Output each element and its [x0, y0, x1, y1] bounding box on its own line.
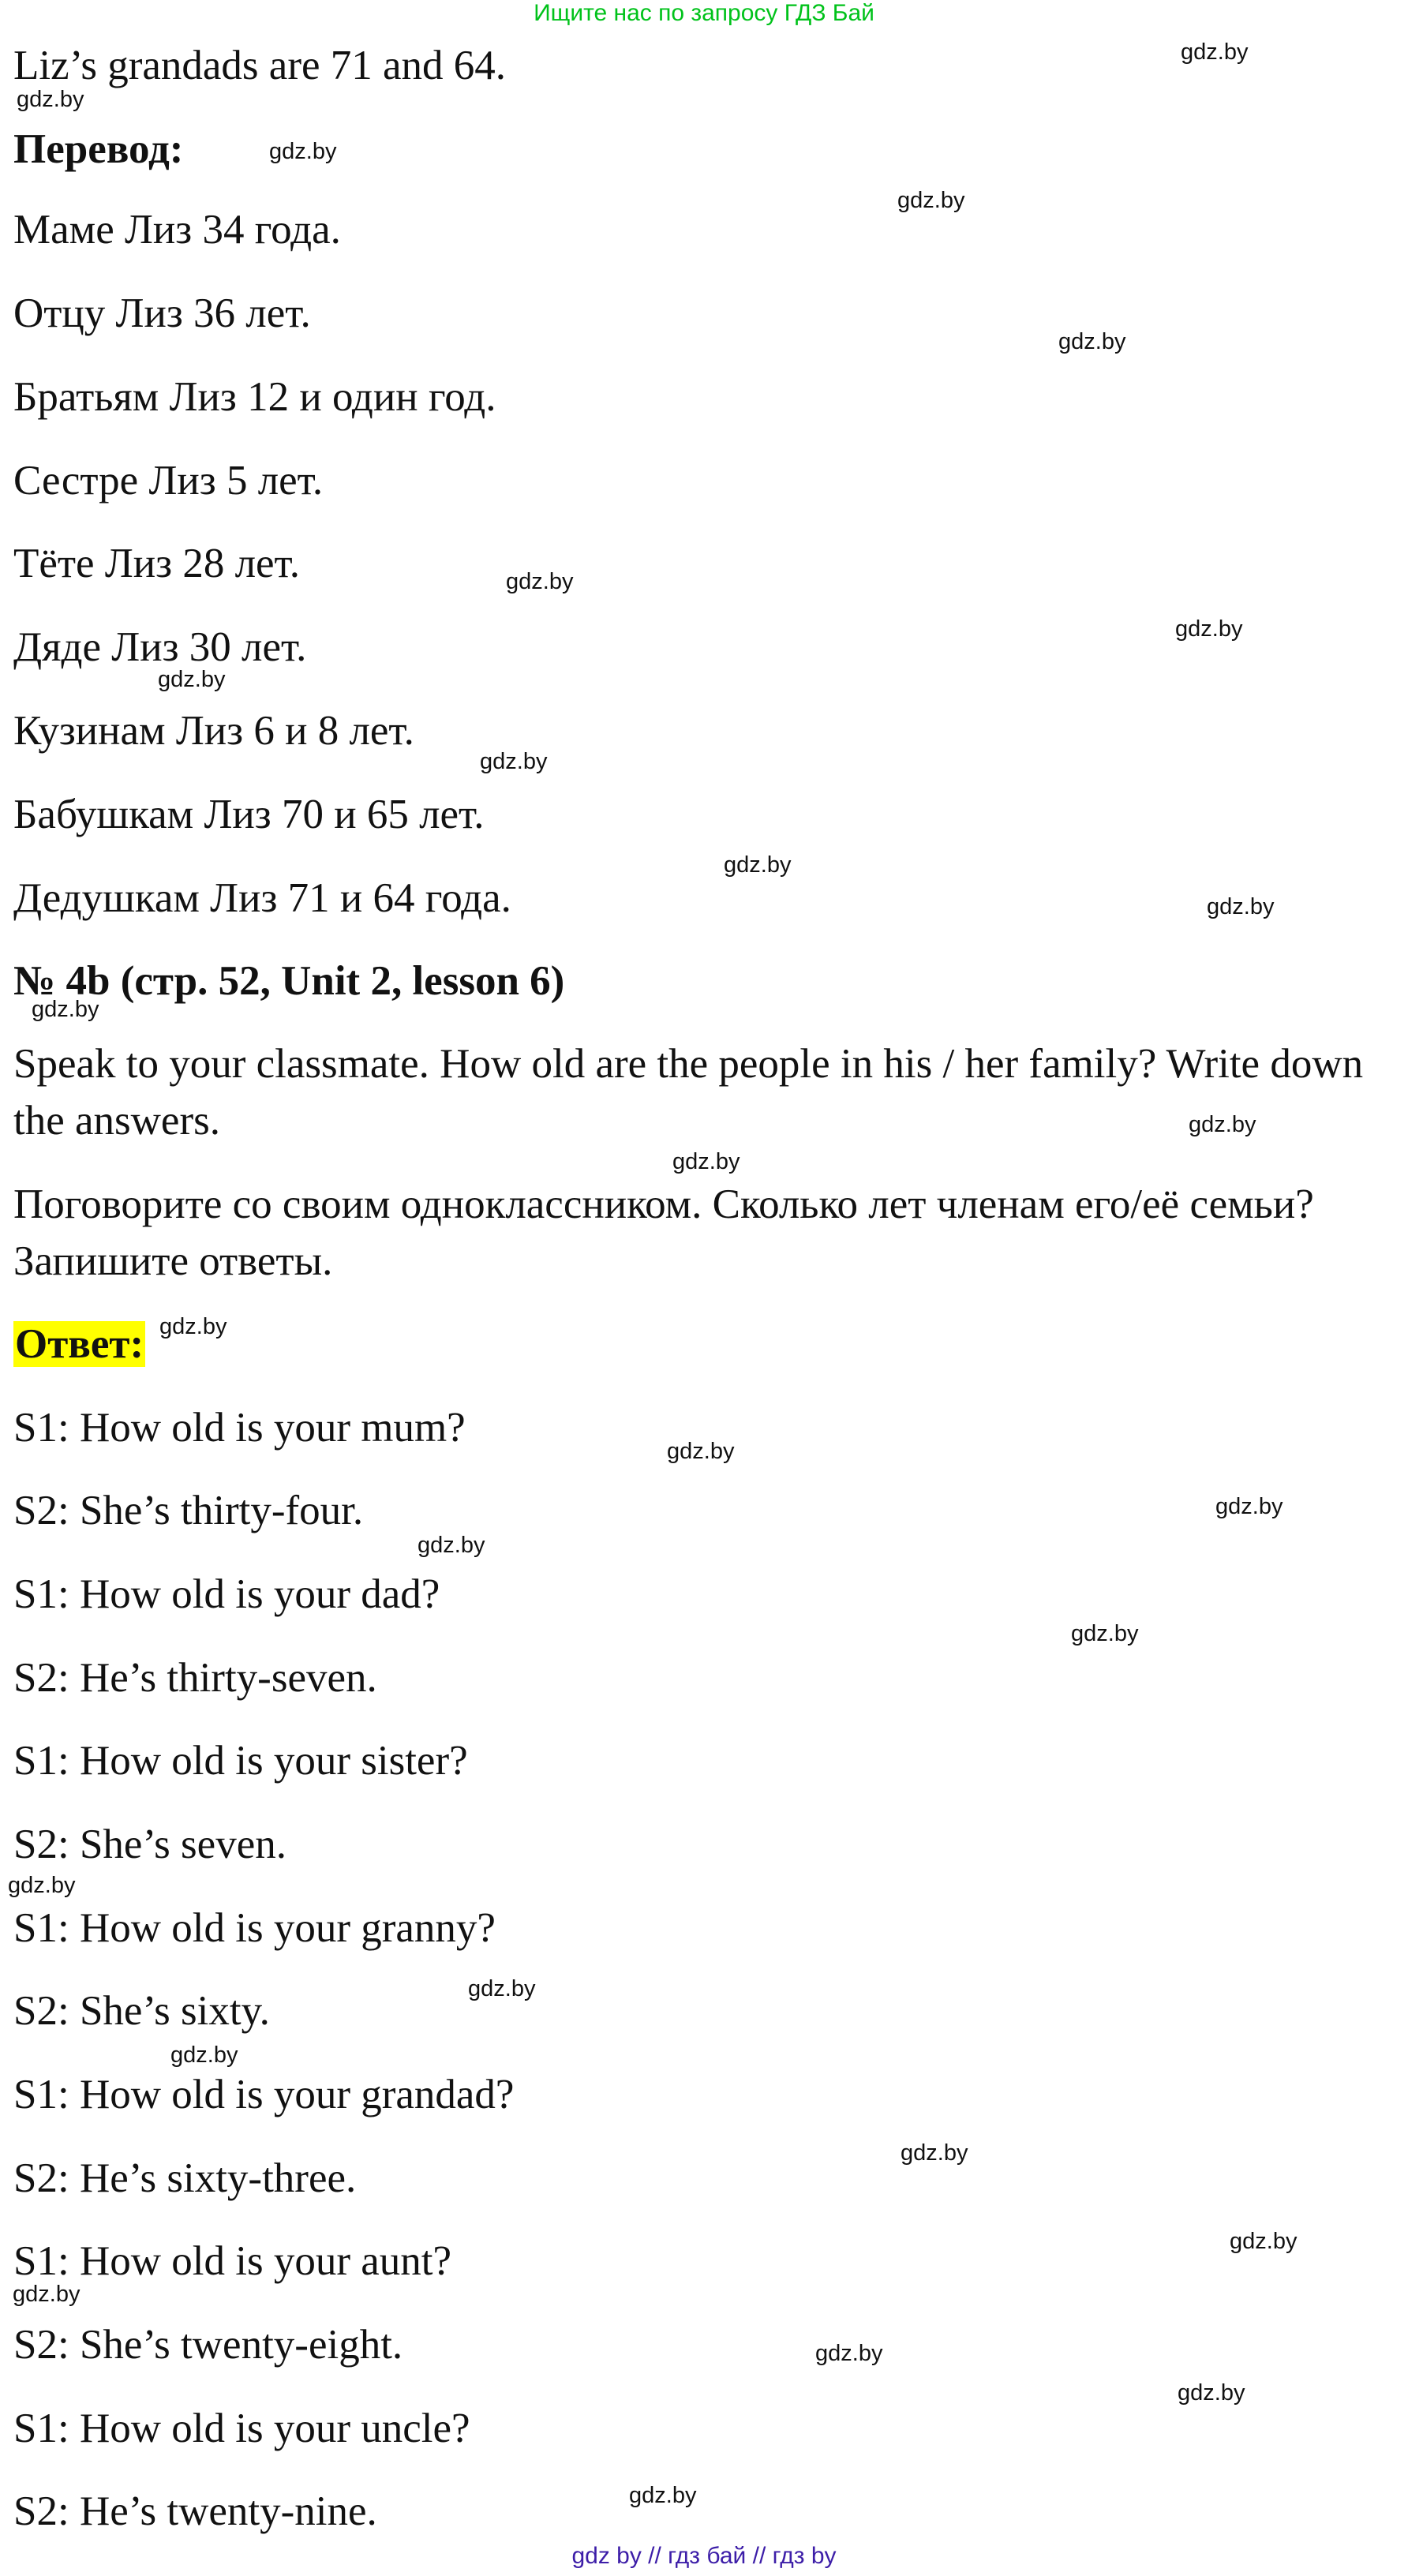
watermark: gdz.by — [1178, 2380, 1245, 2406]
dialogue-line: S1: How old is your sister? — [13, 1738, 468, 1784]
dialogue-line: S2: He’s twenty-nine. — [13, 2488, 377, 2534]
dialogue-line: S2: She’s thirty-four. — [13, 1488, 364, 1533]
task-english: Speak to your classmate. How old are the people in his / her family? Write down the answers. — [13, 1041, 1364, 1144]
translation-line: Кузинам Лиз 6 и 8 лет. — [13, 708, 414, 754]
watermark: gdz.by — [1215, 1494, 1283, 1519]
dialogue-line: S2: She’s twenty-eight. — [13, 2322, 403, 2368]
dialogue-line: S2: She’s sixty. — [13, 1988, 270, 2034]
answer-label-highlight: Ответ: — [15, 1321, 144, 1367]
watermark: gdz.by — [629, 2483, 697, 2508]
translation-line: Дяде Лиз 30 лет. — [13, 624, 307, 670]
dialogue-line: S1: How old is your uncle? — [13, 2406, 470, 2451]
dialogue-line: S1: How old is your mum? — [13, 1405, 466, 1451]
watermark: gdz.by — [8, 1873, 76, 1898]
watermark: gdz.by — [32, 997, 99, 1022]
translation-line: Дедушкам Лиз 71 и 64 года. — [13, 875, 511, 921]
dialogue-line: S2: He’s sixty-three. — [13, 2155, 357, 2201]
watermark: gdz.by — [1058, 329, 1126, 354]
watermark: gdz.by — [158, 667, 226, 692]
exercise-heading: № 4b (стр. 52, Unit 2, lesson 6) — [13, 958, 565, 1004]
translation-line: Бабушкам Лиз 70 и 65 лет. — [13, 792, 485, 837]
watermark: gdz.by — [480, 749, 548, 774]
translation-line: Сестре Лиз 5 лет. — [13, 458, 324, 504]
dialogue-line: S2: He’s thirty-seven. — [13, 1655, 377, 1701]
watermark: gdz.by — [1230, 2229, 1298, 2254]
watermark: gdz.by — [170, 2042, 238, 2068]
watermark: gdz.by — [724, 852, 792, 878]
watermark: gdz.by — [672, 1149, 740, 1174]
footer-site-label: gdz by // гдз бай // гдз by — [571, 2543, 837, 2569]
watermark: gdz.by — [1189, 1112, 1256, 1137]
watermark: gdz.by — [901, 2140, 968, 2166]
translation-line: Тёте Лиз 28 лет. — [13, 541, 300, 586]
watermark: gdz.by — [897, 188, 965, 213]
watermark: gdz.by — [17, 87, 84, 112]
watermark: gdz.by — [1181, 39, 1249, 65]
translation-line: Отцу Лиз 36 лет. — [13, 290, 311, 336]
dialogue-line: S1: How old is your aunt? — [13, 2238, 451, 2284]
watermark: gdz.by — [1175, 616, 1243, 642]
watermark: gdz.by — [418, 1533, 485, 1558]
watermark: gdz.by — [815, 2341, 883, 2366]
dialogue-line: S2: She’s seven. — [13, 1822, 286, 1867]
intro-line: Liz’s grandads are 71 and 64. — [13, 43, 507, 88]
watermark: gdz.by — [1207, 894, 1275, 919]
translation-heading: Перевод: — [13, 126, 184, 172]
watermark: gdz.by — [159, 1314, 227, 1339]
watermark: gdz.by — [667, 1439, 735, 1464]
dialogue-line: S1: How old is your dad? — [13, 1571, 440, 1617]
task-russian: Поговорите со своим одноклассником. Сколько лет членам его/её семьи? Запишите ответы. — [13, 1181, 1314, 1284]
translation-line: Братьям Лиз 12 и один год. — [13, 374, 496, 420]
watermark: gdz.by — [1071, 1621, 1139, 1646]
dialogue-line: S1: How old is your grandad? — [13, 2072, 515, 2117]
watermark: gdz.by — [468, 1976, 536, 2001]
translation-line: Маме Лиз 34 года. — [13, 207, 341, 253]
watermark: gdz.by — [506, 569, 574, 594]
answer-label — [13, 1321, 145, 1367]
watermark: gdz.by — [13, 2282, 81, 2307]
header-search-hint: Ищите нас по запросу ГДЗ Бай — [534, 0, 874, 26]
watermark: gdz.by — [269, 139, 337, 164]
dialogue-line: S1: How old is your granny? — [13, 1905, 496, 1951]
